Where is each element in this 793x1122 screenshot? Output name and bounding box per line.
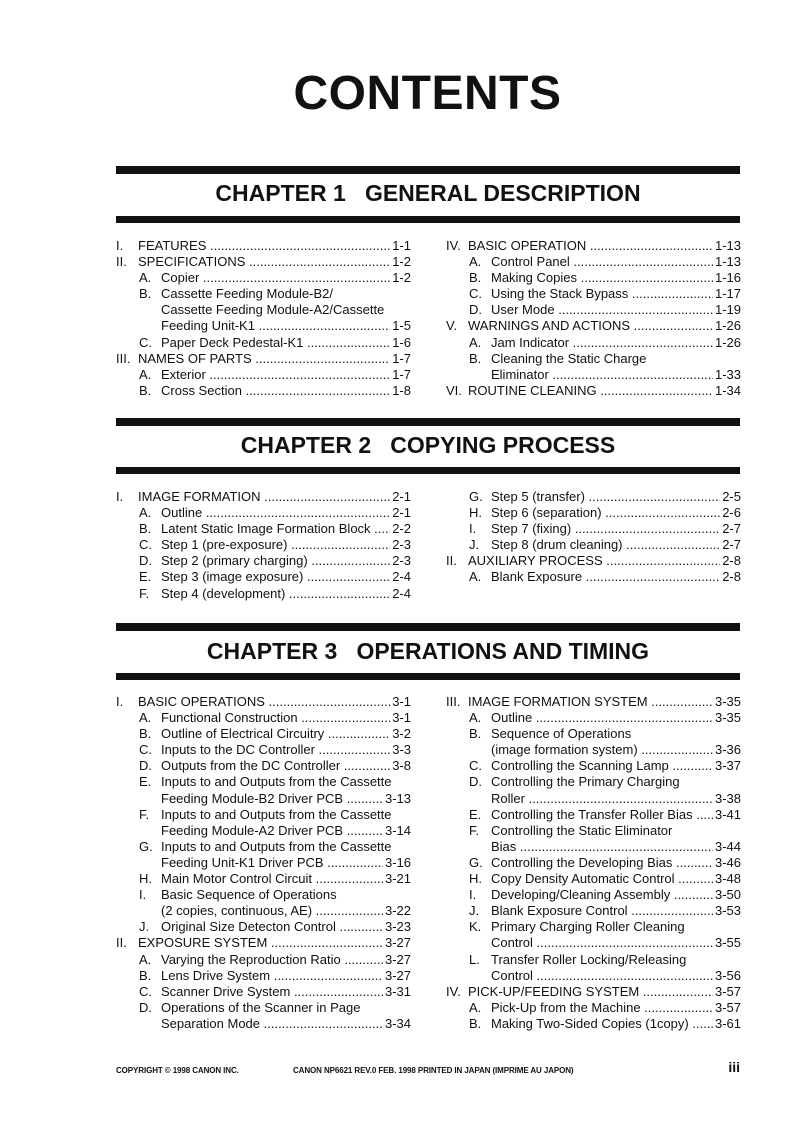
toc-entry-page: 3-3 <box>392 742 411 758</box>
toc-entry <box>116 569 411 585</box>
toc-entry-page: 1-34 <box>714 382 741 398</box>
toc-entry-label: Step 2 (primary charging) ..... <box>161 553 411 569</box>
toc-entry-label: Cross Section ..... <box>161 383 411 399</box>
toc-entry-page: 1-33 <box>714 366 741 382</box>
toc-entry-number: L. <box>469 951 480 967</box>
toc-entry-number: B. <box>139 726 152 742</box>
toc-entry-number: A. <box>469 569 482 585</box>
toc-entry-label: NAMES OF PARTS ..... <box>138 351 411 367</box>
toc-entry-label: Transfer Roller Locking/Releasing <box>491 951 687 967</box>
toc-entry-number: G. <box>469 854 483 870</box>
toc-entry-page: 3-46 <box>714 854 741 870</box>
toc-entry-page: 3-38 <box>714 790 741 806</box>
toc-entry <box>116 694 411 710</box>
toc-entry-label: Making Two-Sided Copies (1copy) ..... <box>491 1016 741 1032</box>
toc-entry <box>116 984 411 1000</box>
toc-entry <box>446 871 741 887</box>
toc-entry-page: 3-13 <box>384 790 411 806</box>
toc-entry <box>116 726 411 742</box>
toc-entry-number: C. <box>139 742 152 758</box>
toc-entry-label: Controlling the Scanning Lamp ..... <box>491 758 741 774</box>
toc-entry <box>446 521 741 537</box>
toc-entry <box>116 1016 411 1032</box>
toc-entry-page: 3-31 <box>384 983 411 999</box>
toc-entry-label: EXPOSURE SYSTEM ..... <box>138 935 411 951</box>
toc-entry-page: 3-2 <box>392 726 411 742</box>
footer-page-number: iii <box>728 1059 740 1075</box>
toc-entry <box>446 537 741 553</box>
toc-entry-label: Step 4 (development) ..... <box>161 586 411 602</box>
toc-entry-label: Inputs to and Outputs from the Cassette <box>161 838 392 854</box>
toc-entry <box>446 694 741 710</box>
chapter-1-left-column <box>116 238 411 399</box>
toc-entry <box>116 968 411 984</box>
toc-entry-page: 2-4 <box>392 569 411 585</box>
chapter-3-left-column <box>116 694 411 1032</box>
toc-entry-page: 3-50 <box>714 887 741 903</box>
toc-entry-number: A. <box>469 710 482 726</box>
toc-entry-label: Bias ..... <box>491 839 741 855</box>
toc-entry-number: E. <box>469 806 482 822</box>
toc-entry-page: 2-7 <box>722 521 741 537</box>
toc-entry-page: 1-7 <box>392 350 411 366</box>
toc-entry-number: A. <box>139 710 152 726</box>
toc-entry-page: 3-22 <box>384 903 411 919</box>
footer-print-info: CANON NP6621 REV.0 FEB. 1998 PRINTED IN JAPAN (IMPRIME AU JAPON) <box>293 1066 574 1075</box>
toc-entry-label: Paper Deck Pedestal-K1 ..... <box>161 335 411 351</box>
toc-entry <box>446 335 741 351</box>
toc-entry <box>116 270 411 286</box>
toc-entry-number: I. <box>116 694 124 709</box>
chapter-3-title: CHAPTER 3 OPERATIONS AND TIMING <box>206 638 650 664</box>
toc-entry-number: C. <box>139 983 152 999</box>
toc-entry-number: A. <box>469 334 482 350</box>
toc-entry-label: Jam Indicator ..... <box>491 335 741 351</box>
toc-entry-number: B. <box>139 967 152 983</box>
toc-entry-label: Cassette Feeding Module-A2/Cassette <box>161 302 385 318</box>
toc-entry-label: Controlling the Primary Charging <box>491 774 680 790</box>
chapter-2-title: CHAPTER 2 COPYING PROCESS <box>240 432 616 458</box>
toc-entry-label: Main Motor Control Circuit ..... <box>161 871 411 887</box>
toc-entry <box>116 823 411 839</box>
toc-entry-label: Making Copies ..... <box>491 270 741 286</box>
toc-entry-number: K. <box>469 919 482 935</box>
toc-entry <box>116 383 411 399</box>
toc-entry-page: 1-26 <box>714 334 741 350</box>
toc-entry-number: III. <box>116 350 131 366</box>
toc-entry-label: FEATURES ..... <box>138 238 411 254</box>
toc-entry <box>446 318 741 334</box>
toc-entry-label: IMAGE FORMATION ..... <box>138 489 411 505</box>
toc-entry-label: Cassette Feeding Module-B2/ <box>161 286 333 302</box>
toc-entry-number: A. <box>469 254 482 270</box>
toc-entry-page: 1-13 <box>714 238 741 253</box>
toc-entry-number: A. <box>139 366 152 382</box>
toc-entry-page: 1-7 <box>392 366 411 382</box>
chapter-3-bottom-rule <box>116 673 740 680</box>
toc-entry-label: Blank Exposure ..... <box>491 569 741 585</box>
toc-entry-page: 1-6 <box>392 334 411 350</box>
toc-entry <box>446 383 741 399</box>
toc-entry-page: 2-7 <box>722 537 741 553</box>
toc-entry-label: Original Size Detecton Control ..... <box>161 919 411 935</box>
toc-entry <box>446 887 741 903</box>
toc-entry-page: 3-14 <box>384 822 411 838</box>
toc-entry <box>446 302 741 318</box>
toc-entry-label: Latent Static Image Formation Block ..... <box>161 521 411 537</box>
toc-entry <box>116 758 411 774</box>
toc-entry-label: Lens Drive System ..... <box>161 968 411 984</box>
toc-entry-label: Operations of the Scanner in Page <box>161 999 361 1015</box>
toc-entry-label: Eliminator ..... <box>491 367 741 383</box>
toc-entry-number: VI. <box>446 382 462 398</box>
chapter-1-title: CHAPTER 1 GENERAL DESCRIPTION <box>215 180 641 206</box>
toc-entry-page: 1-2 <box>392 254 411 270</box>
toc-entry-number: II. <box>446 553 457 569</box>
toc-entry <box>116 903 411 919</box>
toc-entry <box>446 569 741 585</box>
toc-entry-page: 3-55 <box>714 935 741 951</box>
toc-entry <box>116 871 411 887</box>
toc-entry-number: G. <box>469 489 483 504</box>
toc-entry-label: Controlling the Transfer Roller Bias ..... <box>491 807 741 823</box>
toc-entry-page: 3-34 <box>384 1015 411 1031</box>
toc-entry-label: Controlling the Developing Bias ..... <box>491 855 741 871</box>
toc-entry-label: BASIC OPERATIONS ..... <box>138 694 411 710</box>
toc-entry <box>116 238 411 254</box>
toc-entry <box>446 774 741 790</box>
toc-entry-label: Copy Density Automatic Control ..... <box>491 871 741 887</box>
toc-entry-page: 3-1 <box>392 710 411 726</box>
toc-entry-number: F. <box>139 585 150 601</box>
toc-entry-number: D. <box>469 774 482 790</box>
toc-entry-page: 3-36 <box>714 742 741 758</box>
toc-entry <box>116 367 411 383</box>
toc-entry <box>446 351 741 367</box>
toc-entry <box>446 553 741 569</box>
toc-entry-label: (2 copies, continuous, AE) ..... <box>161 903 411 919</box>
toc-entry <box>116 1000 411 1016</box>
toc-entry <box>116 791 411 807</box>
toc-entry-label: Basic Sequence of Operations <box>161 887 337 903</box>
toc-entry-number: I. <box>469 521 477 537</box>
toc-entry-label: Control ..... <box>491 935 741 951</box>
toc-entry-page: 3-8 <box>392 758 411 774</box>
toc-entry-page: 2-5 <box>722 489 741 504</box>
toc-entry-label: Varying the Reproduction Ratio ..... <box>161 952 411 968</box>
toc-entry-label: Inputs to and Outputs from the Cassette <box>161 806 392 822</box>
toc-entry-page: 2-2 <box>392 521 411 537</box>
toc-entry-label: Feeding Module-B2 Driver PCB ..... <box>161 791 411 807</box>
toc-entry-number: B. <box>469 726 482 742</box>
toc-entry-page: 3-16 <box>384 854 411 870</box>
toc-entry-page: 2-3 <box>392 537 411 553</box>
toc-entry-number: C. <box>469 758 482 774</box>
toc-entry-label: Blank Exposure Control ..... <box>491 903 741 919</box>
toc-entry-label: (image formation system) ..... <box>491 742 741 758</box>
toc-entry <box>446 952 741 968</box>
toc-entry-page: 3-23 <box>384 919 411 935</box>
toc-entry <box>116 855 411 871</box>
toc-entry-number: II. <box>116 254 127 270</box>
toc-entry-page: 1-19 <box>714 302 741 318</box>
toc-entry-page: 2-6 <box>722 505 741 521</box>
toc-entry-page: 3-57 <box>714 983 741 999</box>
toc-entry-label: Inputs to the DC Controller ..... <box>161 742 411 758</box>
toc-entry-number: A. <box>139 951 152 967</box>
page-title: CONTENTS <box>293 67 562 120</box>
toc-entry-page: 3-57 <box>714 999 741 1015</box>
toc-entry <box>446 505 741 521</box>
toc-entry-label: Pick-Up from the Machine ..... <box>491 1000 741 1016</box>
toc-entry-page: 3-1 <box>392 694 411 709</box>
toc-entry <box>116 286 411 302</box>
chapter-2-right-column <box>446 489 741 586</box>
toc-entry <box>446 270 741 286</box>
toc-entry-label: AUXILIARY PROCESS ..... <box>468 553 741 569</box>
toc-entry <box>116 521 411 537</box>
toc-entry-number: B. <box>139 286 152 302</box>
toc-entry-label: SPECIFICATIONS ..... <box>138 254 411 270</box>
toc-entry-label: Separation Mode ..... <box>161 1016 411 1032</box>
toc-entry-number: J. <box>139 919 150 935</box>
toc-entry-number: B. <box>139 521 152 537</box>
toc-entry-label: Controlling the Static Eliminator <box>491 822 673 838</box>
toc-entry <box>446 807 741 823</box>
toc-entry-number: I. <box>116 489 124 504</box>
chapter-1-bottom-rule <box>116 216 740 223</box>
toc-entry-page: 3-53 <box>714 903 741 919</box>
toc-entry-label: BASIC OPERATION ..... <box>468 238 741 254</box>
toc-entry-label: Inputs to and Outputs from the Cassette <box>161 774 392 790</box>
toc-entry-label: Feeding Module-A2 Driver PCB ..... <box>161 823 411 839</box>
toc-entry-number: A. <box>469 999 482 1015</box>
toc-entry-label: Outline of Electrical Circuitry ..... <box>161 726 411 742</box>
toc-entry <box>116 807 411 823</box>
toc-entry-label: Outputs from the DC Controller ..... <box>161 758 411 774</box>
toc-entry <box>116 335 411 351</box>
toc-entry-label: Sequence of Operations <box>491 726 632 742</box>
toc-entry-number: A. <box>139 505 152 521</box>
toc-entry-number: H. <box>139 871 152 887</box>
toc-entry <box>116 505 411 521</box>
toc-entry-page: 3-27 <box>384 935 411 951</box>
toc-entry-number: A. <box>139 270 152 286</box>
toc-entry-number: E. <box>139 569 152 585</box>
toc-entry-number: E. <box>139 774 152 790</box>
toc-entry-page: 2-8 <box>722 569 741 585</box>
toc-entry-page: 3-56 <box>714 967 741 983</box>
toc-entry-number: IV. <box>446 238 461 253</box>
toc-entry-number: V. <box>446 318 458 334</box>
toc-entry-page: 3-48 <box>714 871 741 887</box>
toc-entry-number: G. <box>139 838 153 854</box>
toc-entry-label: Feeding Unit-K1 Driver PCB ..... <box>161 855 411 871</box>
toc-entry-number: H. <box>469 505 482 521</box>
toc-entry <box>446 855 741 871</box>
toc-entry <box>446 839 741 855</box>
toc-entry <box>116 318 411 334</box>
toc-entry-label: PICK-UP/FEEDING SYSTEM ..... <box>468 984 741 1000</box>
toc-entry <box>116 774 411 790</box>
toc-entry <box>116 351 411 367</box>
toc-entry <box>116 742 411 758</box>
toc-entry <box>116 839 411 855</box>
toc-entry-page: 3-27 <box>384 967 411 983</box>
chapter-2-top-rule <box>116 418 740 426</box>
toc-entry-number: B. <box>469 270 482 286</box>
chapter-1-top-rule <box>116 166 740 174</box>
toc-entry-number: C. <box>469 286 482 302</box>
toc-entry-label: Using the Stack Bypass ..... <box>491 286 741 302</box>
toc-entry-number: B. <box>469 350 482 366</box>
toc-entry <box>116 553 411 569</box>
toc-entry-label: Control ..... <box>491 968 741 984</box>
toc-entry <box>446 254 741 270</box>
toc-entry <box>446 286 741 302</box>
toc-entry-label: Step 3 (image exposure) ..... <box>161 569 411 585</box>
toc-entry-label: Copier ..... <box>161 270 411 286</box>
toc-entry <box>446 726 741 742</box>
toc-entry-label: Control Panel ..... <box>491 254 741 270</box>
toc-entry-page: 3-37 <box>714 758 741 774</box>
toc-entry-page: 1-5 <box>392 318 411 334</box>
toc-entry <box>116 489 411 505</box>
chapter-3-right-column <box>446 694 741 1032</box>
toc-entry <box>116 887 411 903</box>
toc-entry-label: ROUTINE CLEANING ..... <box>468 383 741 399</box>
toc-entry-page: 3-41 <box>714 806 741 822</box>
toc-entry-number: J. <box>469 903 480 919</box>
toc-entry-page: 1-17 <box>714 286 741 302</box>
toc-entry <box>446 984 741 1000</box>
toc-entry-page: 1-8 <box>392 382 411 398</box>
toc-entry-number: II. <box>116 935 127 951</box>
toc-entry-page: 2-1 <box>392 489 411 504</box>
toc-entry-number: I. <box>116 238 124 253</box>
chapter-2-bottom-rule <box>116 467 740 474</box>
toc-entry-number: I. <box>139 887 147 903</box>
toc-entry-page: 1-26 <box>714 318 741 334</box>
toc-entry-number: III. <box>446 694 461 709</box>
toc-entry <box>446 758 741 774</box>
toc-entry <box>116 302 411 318</box>
toc-entry-page: 1-2 <box>392 270 411 286</box>
toc-entry <box>116 537 411 553</box>
toc-entry-label: Primary Charging Roller Cleaning <box>491 919 685 935</box>
toc-entry <box>446 742 741 758</box>
toc-entry-label: Scanner Drive System ..... <box>161 984 411 1000</box>
toc-entry-label: Outline ..... <box>161 505 411 521</box>
chapter-3-top-rule <box>116 623 740 631</box>
toc-entry <box>446 903 741 919</box>
toc-entry-label: Functional Construction ..... <box>161 710 411 726</box>
toc-entry-page: 1-16 <box>714 270 741 286</box>
toc-entry <box>116 935 411 951</box>
toc-entry <box>446 823 741 839</box>
toc-entry-page: 2-8 <box>722 553 741 569</box>
toc-entry <box>116 919 411 935</box>
toc-entry-label: Developing/Cleaning Assembly ..... <box>491 887 741 903</box>
toc-entry-number: B. <box>139 382 152 398</box>
toc-entry-number: B. <box>469 1015 482 1031</box>
toc-entry-page: 1-1 <box>392 238 411 253</box>
toc-entry-number: J. <box>469 537 480 553</box>
toc-entry-label: Step 6 (separation) ..... <box>491 505 741 521</box>
toc-entry <box>116 952 411 968</box>
toc-entry-number: H. <box>469 871 482 887</box>
toc-entry <box>446 919 741 935</box>
footer-copyright: COPYRIGHT © 1998 CANON INC. <box>116 1066 239 1075</box>
toc-entry-page: 2-1 <box>392 505 411 521</box>
toc-entry-number: IV. <box>446 983 461 999</box>
toc-entry <box>116 586 411 602</box>
toc-entry-page: 3-44 <box>714 838 741 854</box>
toc-entry <box>116 254 411 270</box>
toc-entry-page: 3-27 <box>384 951 411 967</box>
toc-entry-number: I. <box>469 887 477 903</box>
toc-entry-label: IMAGE FORMATION SYSTEM ..... <box>468 694 741 710</box>
toc-entry <box>446 1016 741 1032</box>
toc-entry-label: Cleaning the Static Charge <box>491 350 647 366</box>
toc-entry-label: Outline ..... <box>491 710 741 726</box>
toc-entry-number: F. <box>469 822 480 838</box>
toc-entry-number: C. <box>139 537 152 553</box>
toc-entry <box>446 968 741 984</box>
toc-entry <box>116 710 411 726</box>
toc-entry-page: 3-21 <box>384 871 411 887</box>
toc-entry-number: F. <box>139 806 150 822</box>
toc-entry-page: 1-13 <box>714 254 741 270</box>
toc-entry-label: Exterior ..... <box>161 367 411 383</box>
toc-entry <box>446 791 741 807</box>
toc-entry-number: D. <box>469 302 482 318</box>
toc-entry-label: Step 7 (fixing) ..... <box>491 521 741 537</box>
toc-entry-number: D. <box>139 758 152 774</box>
toc-entry-page: 3-35 <box>714 710 741 726</box>
toc-entry-label: Roller ..... <box>491 791 741 807</box>
toc-entry-label: Feeding Unit-K1 ..... <box>161 318 411 334</box>
toc-entry-page: 3-35 <box>714 694 741 709</box>
toc-entry <box>446 935 741 951</box>
toc-entry-number: C. <box>139 334 152 350</box>
toc-entry-page: 2-3 <box>392 553 411 569</box>
toc-entry-label: Step 1 (pre-exposure) ..... <box>161 537 411 553</box>
toc-entry-number: D. <box>139 553 152 569</box>
toc-entry-label: Step 8 (drum cleaning) ..... <box>491 537 741 553</box>
toc-entry-number: D. <box>139 999 152 1015</box>
toc-entry <box>446 1000 741 1016</box>
toc-entry-page: 3-61 <box>714 1015 741 1031</box>
toc-entry <box>446 489 741 505</box>
toc-entry-label: User Mode ..... <box>491 302 741 318</box>
toc-entry-label: Step 5 (transfer) ..... <box>491 489 741 505</box>
toc-entry-label: WARNINGS AND ACTIONS ..... <box>468 318 741 334</box>
toc-entry <box>446 238 741 254</box>
chapter-2-left-column <box>116 489 411 602</box>
toc-entry <box>446 710 741 726</box>
chapter-1-right-column <box>446 238 741 399</box>
toc-entry-page: 2-4 <box>392 585 411 601</box>
toc-entry <box>446 367 741 383</box>
